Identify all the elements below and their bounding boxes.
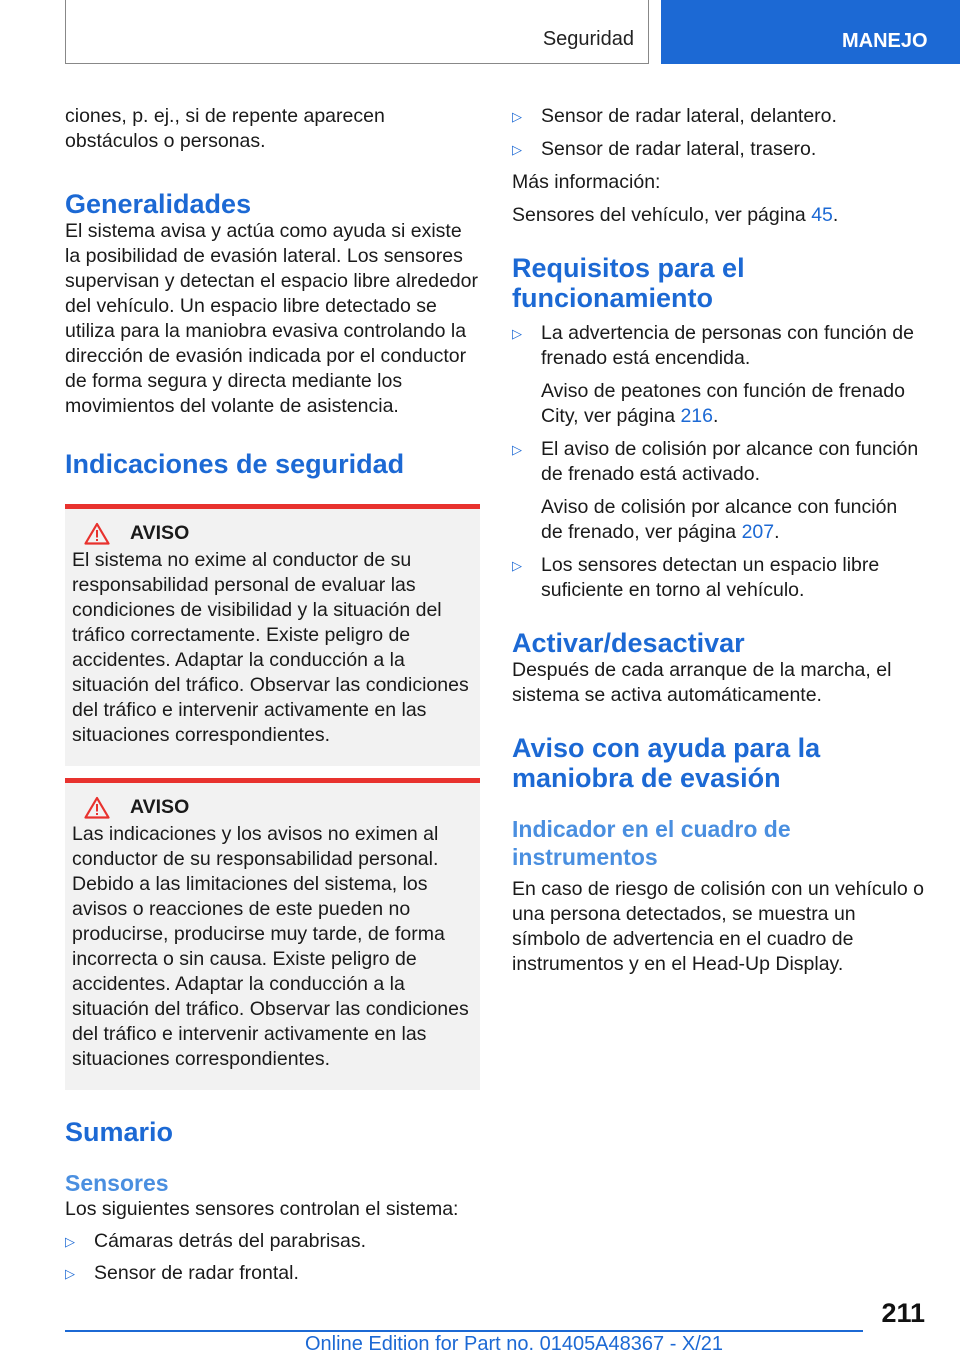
left-column: [65, 104, 480, 1286]
triangle-bullet-icon: ▷: [512, 442, 522, 457]
warning-head-1: [84, 521, 472, 546]
list-item: ▷ Cámaras detrás del parabrisas.: [65, 1230, 367, 1252]
list-item: ▷ Sensor de radar frontal.: [65, 1262, 299, 1284]
more-info-label: Más información:: [512, 171, 661, 193]
warning-head-2: [84, 795, 472, 820]
warning-title-2: AVISO: [130, 796, 190, 818]
list-item: ▷ La advertencia de personas con función de frenado está encendida.: [512, 322, 914, 369]
heading-sensores: Sensores: [65, 1170, 169, 1196]
reference-colision: Aviso de colisión por alcance con función de frenado, ver página 207.: [541, 496, 898, 543]
triangle-bullet-icon: ▷: [512, 109, 522, 124]
header-chapter-tab[interactable]: MANEJO: [661, 0, 960, 64]
warning-triangle-icon: [84, 796, 110, 819]
page-number: 211: [881, 1298, 925, 1328]
warning-text-1: El sistema no exime al conductor de su responsabilidad personal de evaluar las condiciones de visibilidad y la situación del tráfico correctamente. Existe peligro de accidentes. Adaptar la conducción a la situación del tráfico. Observar las condiciones del tráfico e intervenir activamente en las situaciones correspondientes.: [72, 549, 469, 746]
intro-paragraph: ciones, p. ej., si de repente aparecen obstáculos o personas.: [65, 105, 385, 152]
heading-aviso-evasion: Aviso con ayuda para la maniobra de evasión: [512, 733, 821, 793]
triangle-bullet-icon: ▷: [512, 142, 522, 157]
footer-divider: [65, 1330, 863, 1332]
reference-sensores: Sensores del vehículo, ver página 45.: [512, 204, 839, 226]
triangle-bullet-icon: ▷: [65, 1234, 75, 1249]
triangle-bullet-icon: ▷: [65, 1266, 75, 1281]
warning-title-1: AVISO: [130, 522, 190, 544]
warning-box-2: [65, 778, 480, 1090]
header-section-box: [65, 0, 649, 64]
paragraph-generalidades: El sistema avisa y actúa como ayuda si existe la posibilidad de evasión lateral. Los sensores supervisan y detectan el espacio libre alrededor del vehículo. Un espacio libre detectado se utiliza para la maniobra evasiva controlando la dirección de evasión indicada por el conductor de forma segura y directa mediante los movimientos del volante de asistencia.: [65, 220, 478, 417]
warning-text-2: Las indicaciones y los avisos no eximen al conductor de su responsabilidad personal. Debido a las limitaciones del sistema, los avisos o reacciones de este pueden no producirse, producirse muy tarde, de forma incorrecta o sin causa. Existe peligro de accidentes. Adaptar la conducción a la situación del tráfico. Observar las condiciones del tráfico e intervenir activamente en las situaciones correspondientes.: [72, 823, 469, 1070]
heading-generalidades: Generalidades: [65, 189, 252, 219]
footer-edition: Online Edition for Part no. 01405A48367 - X/21: [305, 1333, 724, 1355]
right-column: [512, 104, 924, 977]
list-item: ▷ Sensor de radar lateral, trasero.: [512, 138, 817, 160]
list-item: ▷ Sensor de radar lateral, delantero.: [512, 105, 837, 127]
page-link-207[interactable]: 207: [741, 521, 775, 543]
warning-triangle-icon: [84, 522, 110, 545]
header-section-title: Seguridad: [542, 28, 634, 50]
heading-sumario: Sumario: [65, 1117, 174, 1147]
paragraph-indicador: En caso de riesgo de colisión con un vehículo o una persona detectados, se muestra un símbolo de advertencia en el cuadro de instrumentos y en el Head-Up Display.: [512, 878, 924, 975]
triangle-bullet-icon: ▷: [512, 326, 522, 341]
heading-indicador: Indicador en el cuadro de instrumentos: [512, 816, 791, 870]
heading-requisitos: Requisitos para el funcionamiento: [512, 253, 745, 313]
triangle-bullet-icon: ▷: [512, 558, 522, 573]
reference-peatones: Aviso de peatones con función de frenado City, ver página 216.: [541, 380, 905, 427]
warning-box-1: [65, 504, 480, 766]
paragraph-activar: Después de cada arranque de la marcha, el sistema se activa automáticamente.: [512, 659, 892, 706]
page-link-45[interactable]: 45: [811, 204, 833, 226]
heading-activar: Activar/desactivar: [512, 628, 745, 658]
heading-seguridad: Indicaciones de seguridad: [65, 449, 405, 479]
list-item: ▷ El aviso de colisión por alcance con función de frenado está activado.: [512, 438, 919, 485]
paragraph-sensores: Los siguientes sensores controlan el sistema:: [65, 1198, 459, 1220]
page-link-216[interactable]: 216: [680, 405, 713, 427]
list-item: ▷ Los sensores detectan un espacio libre suficiente en torno al vehículo.: [512, 554, 880, 601]
